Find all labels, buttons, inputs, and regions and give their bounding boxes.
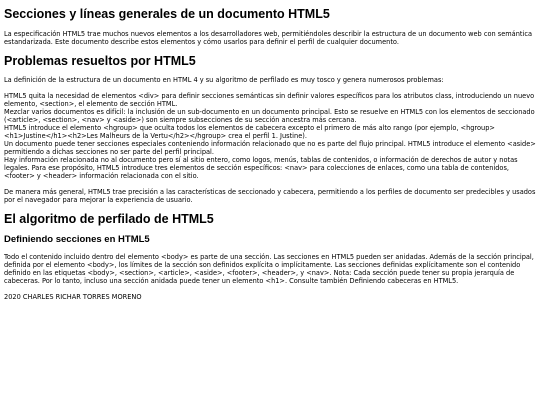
problem-item: HTML5 introduce el elemento <hgroup> que oculta todos los elementos de cabecera excepto el primero de más alto rango (por ejemplo, <hgroup> <h1>Justine</h1><h2>Les Malheurs de la Vertu</h2></hgroup> crea el perfil 1. Justine). bbox=[4, 124, 495, 140]
problems-conclusion: De manera más general, HTML5 trae precisión a las características de seccionado y cabecera, permitiendo a los perfiles de documento ser predecibles y usados por el navegador para mejorar la experiencia de usuario. bbox=[4, 188, 536, 204]
problems-lead: La definición de la estructura de un documento en HTML 4 y su algoritmo de perfilado es muy tosco y genera numerosos problemas: bbox=[4, 76, 444, 84]
problems-list bbox=[4, 92, 536, 180]
problems-heading: Problemas resueltos por HTML5 bbox=[4, 54, 196, 68]
page-title: Secciones y líneas generales de un documento HTML5 bbox=[4, 7, 330, 21]
problem-item: HTML5 quita la necesidad de elementos <div> para definir secciones semánticas sin definir valores específicos para los atributos class, introduciendo un nuevo elemento, <section>, el elemento de sección HTML. bbox=[4, 92, 535, 108]
footer-text: 2020 CHARLES RICHAR TORRES MORENO bbox=[4, 293, 142, 301]
problem-item: Mezclar varios documentos es difícil: la inclusión de un sub-documento en un documento principal. Esto se resuelve en HTML5 con los elementos de seccionado (<article>, <section>, <nav> y <aside>) son siempre subsecciones de su sección ancestra más cercana. bbox=[4, 108, 535, 124]
algorithm-subheading: Definiendo secciones en HTML5 bbox=[4, 234, 150, 245]
algorithm-body: Todo el contenido incluido dentro del elemento <body> es parte de una sección. Las secciones en HTML5 pueden ser anidadas. Además de la sección principal, definida por el elemento <body>, los límites de la sección son definidos explícita o implícitamente. Las secciones definidas explícitamente son el contenido definido en las etiquetas <body>, <section>, <article>, <aside>, <footer>, <header>, y <nav>. Nota: Cada sección puede tener su propia jerarquía de cabeceras. Por lo tanto, incluso una sección anidada puede tener un elemento <h1>. Consulte también Definiendo cabeceras en HTML5. bbox=[4, 253, 534, 285]
problem-item: Un documento puede tener secciones especiales conteniendo información relacionado que no es parte del flujo principal. HTML5 introduce el elemento <aside> permitiendo a dichas secciones no ser parte del perfil principal. bbox=[4, 140, 536, 156]
algorithm-heading: El algoritmo de perfilado de HTML5 bbox=[4, 212, 214, 226]
intro-paragraph: La especificación HTML5 trae muchos nuevos elementos a los desarrolladores web, permitiéndoles describir la estructura de un documento web con semántica estandarizada. Este documento describe estos elementos y cómo usarlos para definir el perfil de cualquier documento. bbox=[4, 30, 532, 46]
problem-item: Hay información relacionada no al documento pero sí al sitio entero, como logos, menús, tablas de contenidos, o información de derechos de autor y notas legales. Para ese propósito, HTML5 introduce tres elementos de sección específicos: <nav> para colecciones de enlaces, como una tabla de contenidos, <footer> y <header> información relacionada con el sitio. bbox=[4, 156, 518, 180]
